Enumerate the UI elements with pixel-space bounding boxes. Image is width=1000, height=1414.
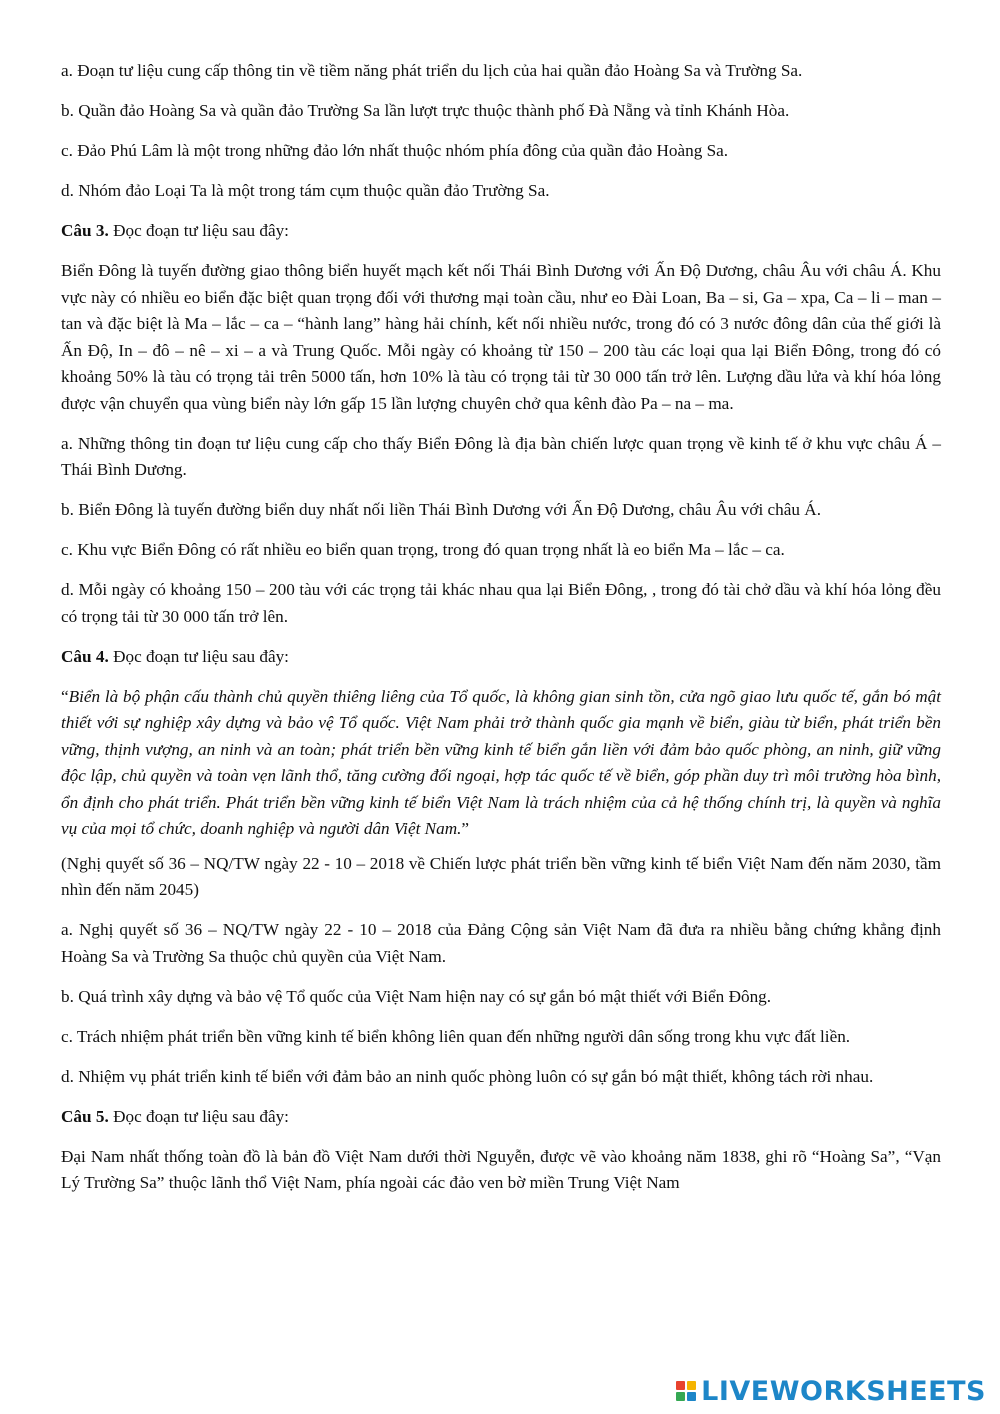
q5-prompt: Đọc đoạn tư liệu sau đây: bbox=[108, 1106, 289, 1126]
q4-option-d: d. Nhiệm vụ phát triển kinh tế biển với đảm bảo an ninh quốc phòng luôn có sự gắn bó mật thiết, không tách rời nhau. bbox=[61, 1066, 874, 1086]
q4-quote-text: Biển là bộ phận cấu thành chủ quyền thiêng liêng của Tổ quốc, là không gian sinh tồn, cửa ngõ giao lưu quốc tế, gắn bó mật thiết với sự nghiệp xây dựng và bảo vệ Tổ quốc. Việt Nam phải trở thành quốc gia mạnh về biển, giàu từ biển, phát triển bền vững, thịnh vượng, an ninh và an toàn; phát triển bền vững kinh tế biển gắn liền với đảm bảo quốc phòng, an ninh, giữ vững độc lập, chủ quyền và toàn vẹn lãnh thổ, tăng cường đối ngoại, hợp tác quốc tế về biển, góp phần duy trì môi trường hòa bình, ổn định cho phát triển. Phát triển bền vững kinh tế biển Việt Nam là trách nhiệm của cả hệ thống chính trị, là quyền và nghĩa vụ của mọi tổ chức, doanh nghiệp và người dân Việt Nam. bbox=[61, 686, 941, 838]
liveworksheets-logo-icon bbox=[676, 1381, 696, 1401]
q2-option-a: a. Đoạn tư liệu cung cấp thông tin về tiềm năng phát triển du lịch của hai quần đảo Hoàng Sa và Trường Sa. bbox=[61, 61, 803, 80]
q4-heading bbox=[61, 644, 941, 671]
q4-option-c: c. Trách nhiệm phát triển bền vững kinh tế biển không liên quan đến những người dân sống trong khu vực đất liền. bbox=[61, 1026, 851, 1046]
q3-label: Câu 3. bbox=[61, 221, 109, 240]
q3-option-d: d. Mỗi ngày có khoảng 150 – 200 tàu với các trọng tải khác nhau qua lại Biển Đông, , trong đó tài chở dầu và khí hóa lỏng đều có trọng tải từ 30 000 tấn trở lên. bbox=[61, 580, 941, 626]
q3-prompt: Đọc đoạn tư liệu sau đây: bbox=[108, 221, 289, 240]
q3-passage: Biển Đông là tuyến đường giao thông biển huyết mạch kết nối Thái Bình Dương với Ấn Độ Dương, châu Âu với châu Á. Khu vực này có nhiều eo biển đặc biệt quan trọng đối với thương mại toàn cầu, như eo Đài Loan, Ba – si, Ga – xpa, Ca – li – man – tan và đặc biệt là Ma – lắc – ca – “hành lang” hàng hải chính, kết nối nhiều nước, trong đó có 3 nước đông dân của thế giới là Ấn Độ, In – đô – nê – xi – a và Trung Quốc. Mỗi ngày có khoảng từ 150 – 200 tàu các loại qua lại Biển Đông, trong đó có khoảng 50% là tàu có trọng tải trên 5000 tấn, hơn 10% là tàu có trọng tải từ 30 000 tấn trở lên. Lượng dầu lửa và khí hóa lỏng được vận chuyển qua vùng biển này lớn gấp 15 lần lượng chuyên chở qua kênh đào Pa – na – ma. bbox=[61, 261, 941, 413]
worksheet-page bbox=[61, 58, 941, 1210]
q4-option-a: a. Nghị quyết số 36 – NQ/TW ngày 22 - 10 – 2018 của Đảng Cộng sản Việt Nam đã đưa ra nhiều bằng chứng khẳng định Hoàng Sa và Trường Sa thuộc chủ quyền của Việt Nam. bbox=[61, 920, 941, 966]
q2-option-d: d. Nhóm đảo Loại Ta là một trong tám cụm thuộc quần đảo Trường Sa. bbox=[61, 181, 550, 200]
logo-square-green bbox=[676, 1392, 685, 1401]
q3-option-a: a. Những thông tin đoạn tư liệu cung cấp cho thấy Biển Đông là địa bàn chiến lược quan trọng về kinh tế ở khu vực châu Á – Thái Bình Dương. bbox=[61, 433, 941, 479]
q5-passage: Đại Nam nhất thống toàn đồ là bản đồ Việt Nam dưới thời Nguyễn, được vẽ vào khoảng năm 1838, ghi rõ “Hoàng Sa”, “Vạn Lý Trường Sa” thuộc lãnh thổ Việt Nam, phía ngoài các đảo ven bờ miền Trung Việt Nam bbox=[61, 1146, 941, 1192]
q2-option-b: b. Quần đảo Hoàng Sa và quần đảo Trường Sa lần lượt trực thuộc thành phố Đà Nẵng và tỉnh Khánh Hòa. bbox=[61, 101, 790, 120]
q5-label: Câu 5. bbox=[61, 1106, 109, 1126]
q3-option-c: c. Khu vực Biển Đông có rất nhiều eo biển quan trọng, trong đó quan trọng nhất là eo biển Ma – lắc – ca. bbox=[61, 540, 785, 559]
logo-square-yellow bbox=[687, 1381, 696, 1390]
q4-label: Câu 4. bbox=[61, 646, 109, 666]
logo-square-blue bbox=[687, 1392, 696, 1401]
q5-heading bbox=[61, 1104, 941, 1131]
logo-brand-text: LIVEWORKSHEETS bbox=[701, 1375, 986, 1407]
q2-option-c: c. Đảo Phú Lâm là một trong những đảo lớn nhất thuộc nhóm phía đông của quần đảo Hoàng Sa. bbox=[61, 141, 729, 160]
q4-quote-close: ” bbox=[461, 819, 470, 838]
q3-heading bbox=[61, 218, 941, 245]
q4-prompt: Đọc đoạn tư liệu sau đây: bbox=[108, 646, 289, 666]
q4-option-b: b. Quá trình xây dựng và bảo vệ Tổ quốc của Việt Nam hiện nay có sự gắn bó mật thiết với Biển Đông. bbox=[61, 986, 772, 1006]
q3-option-b: b. Biển Đông là tuyến đường biển duy nhất nối liền Thái Bình Dương với Ấn Độ Dương, châu Âu với châu Á. bbox=[61, 500, 822, 519]
q4-quote-passage bbox=[61, 684, 941, 843]
q4-source: (Nghị quyết số 36 – NQ/TW ngày 22 - 10 – 2018 về Chiến lược phát triển bền vững kinh tế biển Việt Nam đến năm 2030, tầm nhìn đến năm 2045) bbox=[61, 853, 941, 899]
liveworksheets-logo[interactable] bbox=[676, 1374, 986, 1408]
logo-square-red bbox=[676, 1381, 685, 1390]
q4-quote-open: “ bbox=[61, 686, 69, 706]
